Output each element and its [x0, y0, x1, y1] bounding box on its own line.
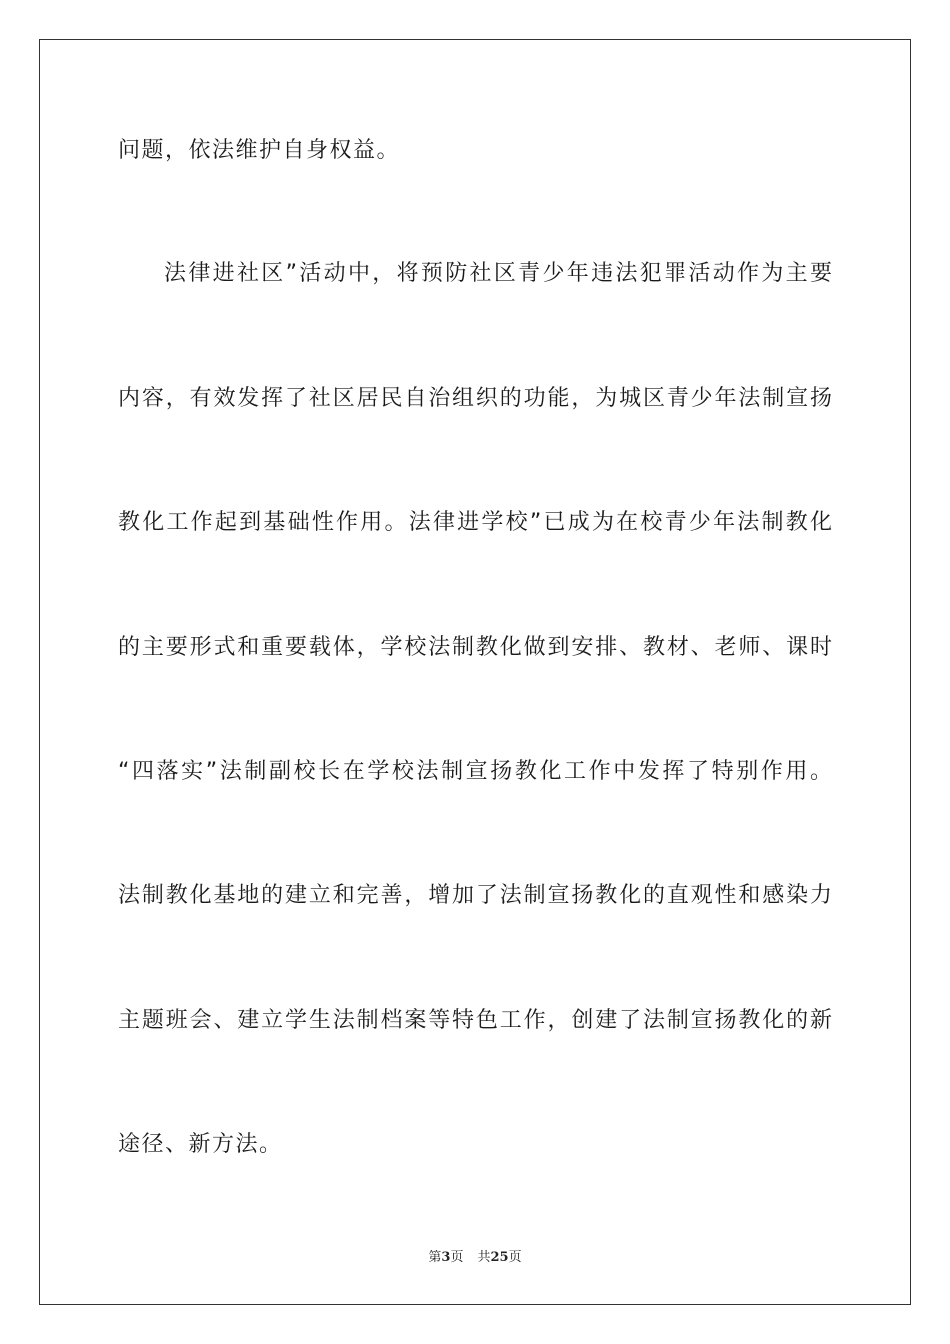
paragraph-line-4: 教化工作起到基础性作用。法律进学校”已成为在校青少年法制教化: [118, 510, 832, 535]
paragraph-line-5: 的主要形式和重要载体，学校法制教化做到安排、教材、老师、课时: [118, 635, 832, 660]
paragraph-line-2: 法律进社区”活动中，将预防社区青少年违法犯罪活动作为主要: [164, 261, 832, 286]
paragraph-line-8: 主题班会、建立学生法制档案等特色工作，创建了法制宣扬教化的新: [118, 1008, 832, 1033]
footer-page-suffix: 页: [450, 1250, 464, 1265]
paragraph-line-1: 问题，依法维护自身权益。: [118, 138, 401, 163]
paragraph-line-6: “四落实”法制副校长在学校法制宣扬教化工作中发挥了特别作用。: [118, 759, 832, 784]
paragraph-line-3: 内容，有效发挥了社区居民自治组织的功能，为城区青少年法制宣扬: [118, 386, 832, 411]
footer-page-prefix: 第: [428, 1250, 442, 1265]
footer-total-prefix: 共: [477, 1250, 491, 1265]
page-border: [39, 39, 911, 1305]
footer-total-suffix: 页: [508, 1250, 522, 1265]
paragraph-line-7: 法制教化基地的建立和完善，增加了法制宣扬教化的直观性和感染力: [118, 883, 832, 908]
page-footer: [0, 1249, 950, 1267]
footer-total-pages: 25: [490, 1250, 509, 1265]
paragraph-line-9: 途径、新方法。: [118, 1132, 283, 1157]
footer-page-number: 3: [441, 1250, 451, 1265]
